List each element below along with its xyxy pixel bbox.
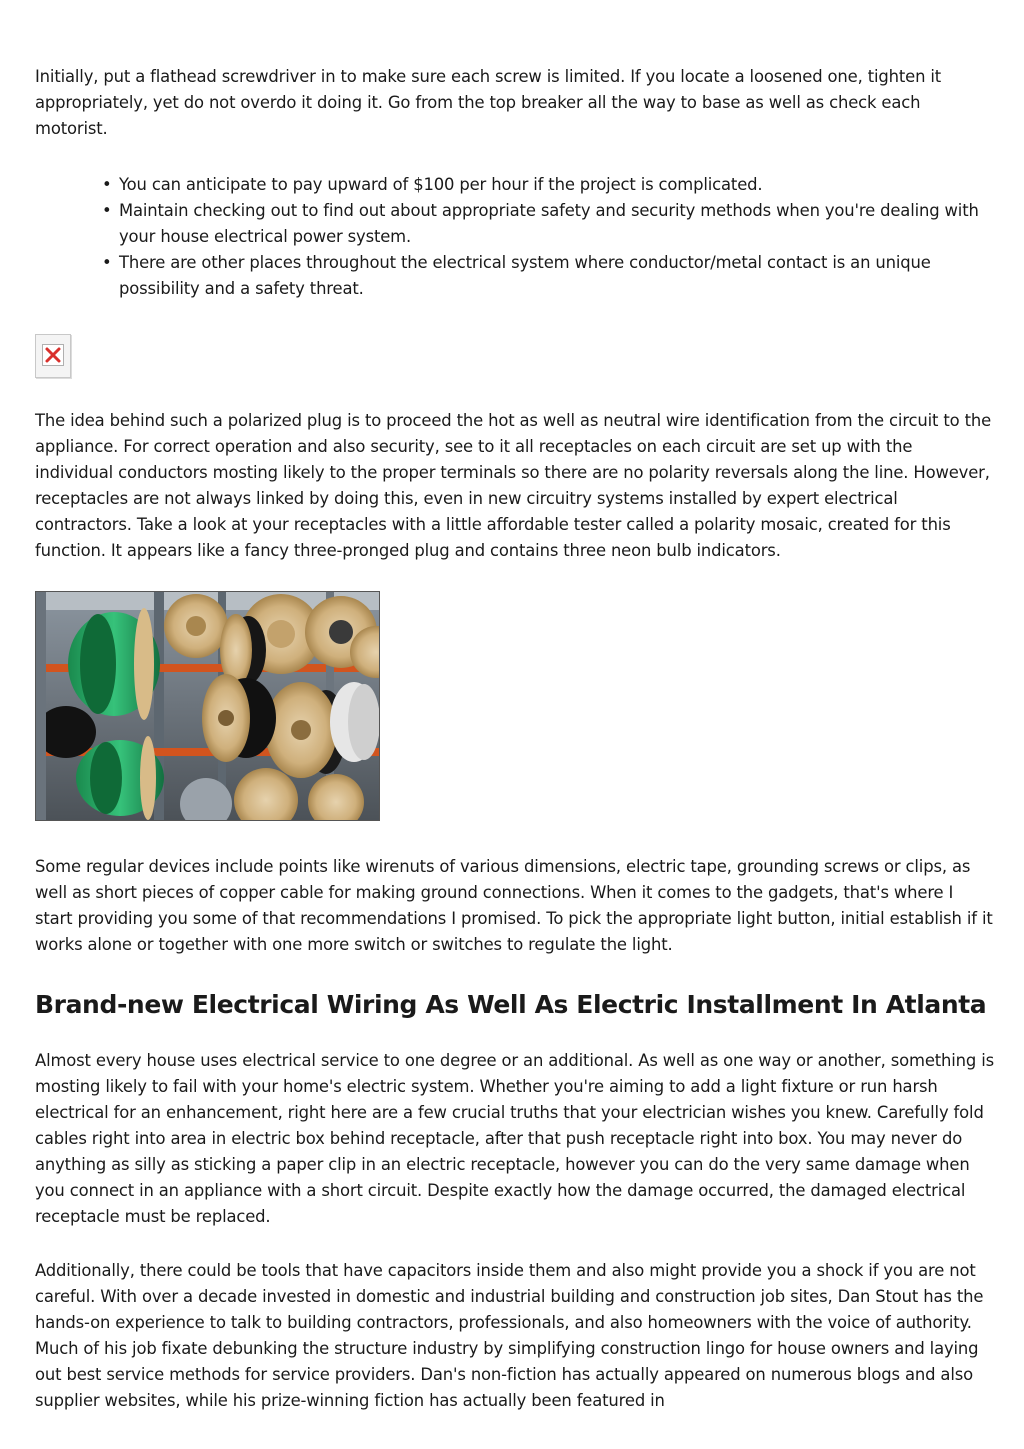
- cable-spools-illustration: [36, 592, 379, 820]
- broken-image-icon: [43, 345, 63, 365]
- broken-image-placeholder: [35, 334, 71, 378]
- list-item: • There are other places throughout the electrical system where conductor/metal contact is an unique possibility and a safety threat.: [102, 250, 995, 302]
- list-item: • You can anticipate to pay upward of $100 per hour if the project is complicated.: [102, 172, 995, 198]
- list-item: • Maintain checking out to find out about appropriate safety and security methods when you're dealing with your house electrical power system.: [102, 198, 995, 250]
- paragraph-author: Additionally, there could be tools that have capacitors inside them and also might provide you a shock if you are not careful. With over a decade invested in domestic and industrial building and construction job sites, Dan Stout has the hands-on experience to talk to building contractors, professionals, and also homeowners with the voice of authority. Much of his job fixate debunking the structure industry by simplifying construction lingo for house owners and laying out best service methods for service providers. Dan's non-fiction has actually appeared on numerous blogs and also supplier websites, while his prize-winning fiction has actually been featured in: [35, 1261, 984, 1410]
- paragraph-intro: Initially, put a flathead screwdriver in to make sure each screw is limited. If you locate a loosened one, tighten it appropriately, yet do not overdo it doing it. Go from the top breaker all the way to base as well as check each motorist.: [35, 67, 942, 138]
- paragraph-electrical-service: Almost every house uses electrical service to one degree or an additional. As well as one way or another, something is mosting likely to fail with your home's electric system. Whether you're aiming to add a light fixture or run harsh electrical for an enhancement, right here are a few crucial truths that your electrician wishes you knew. Carefully fold cables right into area in electric box behind receptacle, after that push receptacle right into box. You may never do anything as silly as sticking a paper clip in an electric receptacle, however you can do the very same damage when you connect in an appliance with a short circuit. Despite exactly how the damage occurred, the damaged electrical receptacle must be replaced.: [35, 1051, 995, 1226]
- bullet-list: [35, 172, 995, 302]
- section-heading: Brand-new Electrical Wiring As Well As Electric Installment In Atlanta: [35, 990, 987, 1019]
- cable-spools-photo: [35, 591, 380, 821]
- broken-image-frame: [42, 344, 64, 366]
- article: [35, 64, 995, 1414]
- paragraph-polarized-plug: The idea behind such a polarized plug is to proceed the hot as well as neutral wire identification from the circuit to the appliance. For correct operation and also security, see to it all receptacles on each circuit are set up with the individual conductors mosting likely to the proper terminals so there are no polarity reversals along the line. However, receptacles are not always linked by doing this, even in new circuitry systems installed by expert electrical contractors. Take a look at your receptacles with a little affordable tester called a polarity mosaic, created for this function. It appears like a fancy three-pronged plug and contains three neon bulb indicators.: [35, 411, 992, 560]
- paragraph-devices: Some regular devices include points like wirenuts of various dimensions, electric tape, grounding screws or clips, as well as short pieces of copper cable for making ground connections. When it comes to the gadgets, that's where I start providing you some of that recommendations I promised. To pick the appropriate light button, initial establish if it works alone or together with one more switch or switches to regulate the light.: [35, 857, 993, 954]
